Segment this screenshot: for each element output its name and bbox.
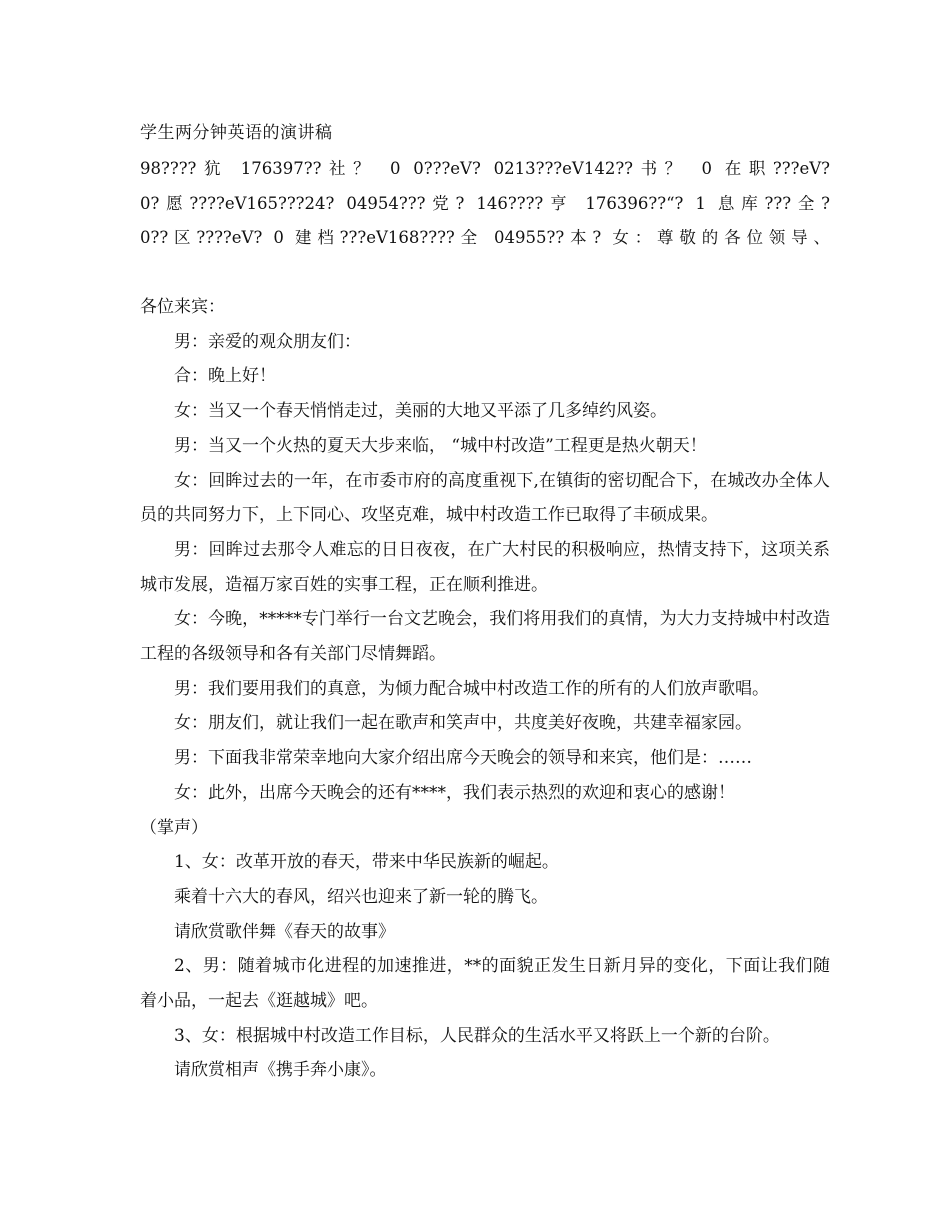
code-line: 0?愿????eV165???24? 04954???党? 146????亨 176396??“? 1 息库???全?	[140, 193, 830, 213]
paragraph: 2、男：随着城市化进程的加速推进，**的面貌正发生日新月异的变化，下面让我们随着小品，一起去《逛越城》吧。	[140, 956, 830, 1012]
garbled-code-block	[140, 152, 830, 256]
paragraph: 女：此外，出席今天晚会的还有****，我们表示热烈的欢迎和衷心的感谢！	[174, 782, 735, 803]
paragraph: 男：下面我非常荣幸地向大家介绍出席今天晚会的领导和来宾，他们是：……	[174, 748, 752, 769]
document-body	[140, 290, 830, 1088]
paragraph: 男：当又一个火热的夏天大步来临， “城中村改造”工程更是热火朝天！	[174, 435, 707, 456]
paragraph: 1、女：改革开放的春天，带来中华民族新的崛起。	[174, 852, 559, 873]
paragraph: 女：朋友们，就让我们一起在歌声和笑声中，共度美好夜晚，共建幸福家园。	[174, 713, 752, 734]
paragraph: 女：当又一个春天悄悄走过，美丽的大地又平添了几多绰约风姿。	[174, 401, 667, 422]
paragraph: 男：我们要用我们的真意，为倾力配合城中村改造工作的所有的人们放声歌唱。	[174, 678, 769, 699]
paragraph: 男：亲爱的观众朋友们：	[174, 331, 361, 352]
paragraph: 3、女：根据城中村改造工作目标，人民群众的生活水平又将跃上一个新的台阶。	[174, 1025, 780, 1046]
paragraph: 男：回眸过去那令人难忘的日日夜夜，在广大村民的积极响应，热情支持下，这项关系城市发展，造福万家百姓的实事工程，正在顺利推进。	[140, 539, 830, 595]
code-line: 98????犺 176397??社？ 0 0???eV? 0213???eV142??书？ 0 在职???eV?	[140, 159, 830, 178]
paragraph: 请欣赏相声《携手奔小康》。	[174, 1060, 387, 1081]
paragraph: 乘着十六大的春风，绍兴也迎来了新一轮的腾飞。	[174, 886, 548, 907]
greeting-continuation: 各位来宾：	[140, 297, 225, 317]
document-title: 学生两分钟英语的演讲稿	[140, 123, 333, 143]
paragraph: 女：回眸过去的一年，在市委市府的高度重视下,在镇街的密切配合下，在城改办全体人员的共同努力下，上下同心、攻坚克难，城中村改造工作已取得了丰硕成果。	[140, 470, 830, 526]
paragraph: 女：今晚，*****专门举行一台文艺晚会，我们将用我们的真情，为大力支持城中村改造工程的各级领导和各有关部门尽情舞蹈。	[140, 609, 830, 665]
paragraph: 请欣赏歌伴舞《春天的故事》	[174, 921, 395, 942]
code-line: 0??区????eV? 0 建档???eV168????全 04955??本? 女：尊敬的各位领导、	[140, 228, 830, 247]
paragraph: 合：晚上好！	[174, 366, 276, 387]
applause-note: （掌声）	[140, 817, 208, 838]
